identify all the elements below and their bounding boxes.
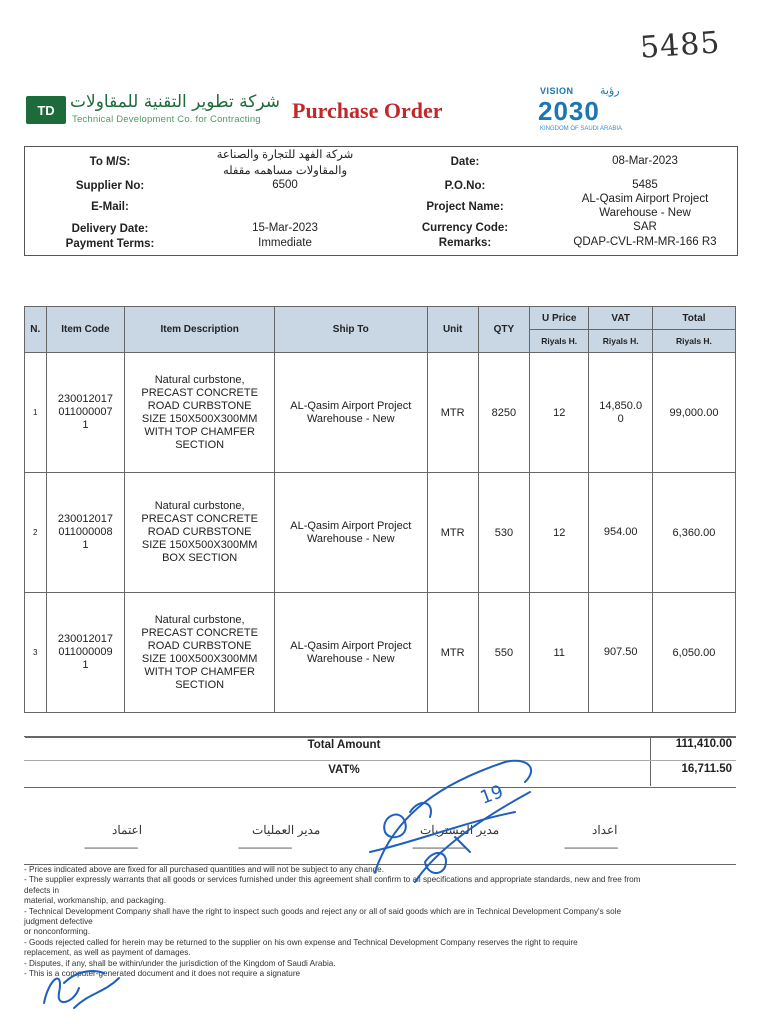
cell-total-line: 99,000.00: [669, 406, 719, 419]
remarks-value: QDAP-CVL-RM-MR-166 R3: [573, 236, 717, 248]
cell-item-description-line: BOX SECTION: [162, 552, 238, 564]
col-header-unit: Unit: [427, 307, 478, 353]
cell-qty: [478, 473, 529, 593]
supplier-no-value: 6500: [272, 179, 298, 191]
cell-u-price-line: 11: [553, 646, 565, 659]
cell-item-description-line: SIZE 150X500X300MM: [141, 412, 258, 425]
cell-item-description-line: PRECAST CONCRETE: [141, 626, 258, 639]
supplier-no-label: Supplier No:: [75, 180, 145, 192]
cell-item-code: [46, 473, 125, 593]
cell-total-line: 6,050.00: [672, 646, 716, 659]
delivery-date-value: 15-Mar-2023: [252, 222, 318, 234]
table-row: [25, 473, 736, 593]
cell-item-description-line: SECTION: [175, 438, 225, 451]
cell-unit: [427, 473, 478, 593]
sig-approval-line: --------------------: [84, 842, 138, 854]
cell-item-code-line: 1: [82, 539, 89, 551]
company-name-arabic: شركة تطوير التقنية للمقاولات: [70, 92, 280, 112]
cell-vat-line: 907.50: [603, 646, 638, 658]
cell-item-description-line: ROAD CURBSTONE: [147, 399, 252, 412]
cell-item-description-line: SIZE 150X500X300MM: [141, 539, 258, 551]
cell-ship-to: [274, 473, 427, 593]
terms-line: judgment defective: [24, 917, 93, 927]
cell-item-description-line: WITH TOP CHAMFER: [144, 425, 255, 438]
cell-item-description: [125, 473, 275, 593]
po-no-label: P.O.No:: [444, 180, 486, 192]
sig-operations-manager-label: مدير العمليات: [252, 823, 321, 837]
cell-vat: [589, 473, 653, 593]
cell-item-description-line: Natural curbstone,: [154, 500, 245, 512]
vat-value: 16,711.50: [681, 763, 732, 775]
po-no-value: 5485: [632, 179, 658, 191]
cell-unit-line: MTR: [440, 646, 465, 659]
cell-vat-line: 0: [617, 412, 624, 425]
cell-ship-to-line: AL-Qasim Airport Project: [290, 399, 412, 412]
cell-item-description: [125, 593, 275, 713]
cell-u-price: [530, 473, 589, 593]
cell-vat: [589, 353, 653, 473]
cell-item-description: [125, 353, 275, 473]
items-table: [24, 306, 736, 738]
terms-line: replacement, as well as payment of damages.: [24, 948, 191, 958]
cell-unit: [427, 353, 478, 473]
total-amount-label: Total Amount: [307, 739, 381, 751]
terms-line: - The supplier expressly warrants that all goods or services furnished under this agreement shall confirm to all specifications and appropriate standards, new and free from: [24, 875, 641, 885]
cell-unit: [427, 593, 478, 713]
terms-line: defects in: [24, 885, 60, 895]
cell-item-description-line: ROAD CURBSTONE: [147, 526, 252, 538]
cell-total-line: 6,360.00: [672, 526, 716, 539]
remarks-label: Remarks:: [438, 237, 492, 249]
cell-ship-to: [274, 353, 427, 473]
sig-prepared-label: اعداد: [592, 823, 618, 837]
cell-item-code-line: 011000008: [58, 526, 113, 538]
stamp-date-text: 19: [477, 781, 507, 809]
terms-line: - Technical Development Company shall have the right to inspect such goods and reject any or all of said goods which are in Technical Development Company's sole: [24, 906, 622, 916]
cell-ship-to: [274, 593, 427, 713]
currency-code-label: Currency Code:: [421, 222, 509, 234]
sig-procurement-manager-label: مدير المشتريات: [420, 823, 500, 837]
cell-ship-to-line: AL-Qasim Airport Project: [290, 519, 412, 532]
terms-line: or nonconforming.: [24, 927, 90, 937]
to-ms-value-line2: والمقاولات مساهمه مقفله: [222, 165, 348, 177]
vision-label: VISION: [540, 86, 574, 96]
project-name-label: Project Name:: [426, 201, 504, 213]
vision-label-arabic: رؤية: [600, 85, 620, 97]
cell-qty-line: 550: [494, 646, 514, 659]
cell-item-code-line: 230012017: [57, 633, 113, 645]
cell-u-price: [530, 593, 589, 713]
company-name-english: Technical Development Co. for Contracting: [72, 114, 261, 125]
sub-header-total-unit: Riyals H.: [652, 330, 735, 353]
date-label: Date:: [450, 156, 480, 168]
cell-vat: [589, 593, 653, 713]
sig-approval-label: اعتماد: [112, 823, 143, 837]
col-header-total: Total: [652, 307, 735, 330]
handwritten-po-number: 5485: [638, 25, 722, 66]
terms-line: - Goods rejected called for herein may be returned to the supplier on his own expense and Technical Development Company reserves the right to require: [24, 937, 578, 947]
handwritten-initials: [34, 948, 134, 1018]
terms-line: - Disputes, if any, shall be within/under the jurisdiction of the Kingdom of Saudi Arabia.: [24, 958, 336, 968]
col-header-vat: VAT: [589, 307, 653, 330]
cell-ship-to-line: AL-Qasim Airport Project: [290, 639, 412, 652]
terms-line: material, workmanship, and packaging.: [24, 896, 166, 906]
cell-item-code-line: 011000009: [58, 646, 113, 658]
total-amount-value: 111,410.00: [675, 738, 732, 750]
table-row: [25, 593, 736, 713]
sub-header-price-unit: Riyals H.: [530, 330, 589, 353]
sig-procurement-line: --------------------: [412, 842, 466, 854]
cell-item-description-line: Natural curbstone,: [154, 373, 245, 386]
cell-u-price-line: 12: [553, 526, 566, 539]
currency-code-value: SAR: [633, 221, 657, 233]
sig-operations-line: --------------------: [238, 842, 292, 854]
payment-terms-value: Immediate: [258, 237, 312, 249]
cell-vat-line: 14,850.0: [599, 399, 643, 412]
cell-u-price-line: 12: [553, 406, 566, 419]
vision-subtitle: KINGDOM OF SAUDI ARABIA: [540, 126, 623, 132]
project-name-line1: AL-Qasim Airport Project: [581, 193, 709, 205]
handwritten-signature-stamp: [355, 752, 555, 892]
cell-item-code-line: 011000007: [58, 406, 113, 418]
table-spacer: [25, 713, 736, 738]
cell-unit-line: MTR: [440, 526, 465, 539]
cell-item-code-line: 230012017: [57, 393, 113, 405]
terms-line: - Prices indicated above are fixed for all purchased quantities and will not be subject to any change.: [24, 865, 385, 874]
cell-item-description-line: PRECAST CONCRETE: [141, 513, 258, 525]
cell-item-description-line: WITH TOP CHAMFER: [144, 665, 255, 678]
project-name-line2: Warehouse - New: [599, 207, 691, 219]
to-ms-label: To M/S:: [89, 156, 131, 168]
cell-n-line: 1: [33, 408, 38, 417]
cell-total: [652, 473, 735, 593]
cell-item-description-line: SIZE 100X500X300MM: [141, 652, 258, 665]
col-header-u-price: U Price: [530, 307, 589, 330]
cell-n: [25, 473, 47, 593]
cell-item-code-line: 1: [82, 659, 89, 671]
table-row: [25, 353, 736, 473]
col-header-qty: QTY: [478, 307, 529, 353]
cell-n-line: 2: [33, 528, 38, 537]
delivery-date-label: Delivery Date:: [71, 223, 149, 235]
vision-year: 2030: [538, 96, 600, 126]
payment-terms-label: Payment Terms:: [65, 238, 155, 250]
cell-item-description-line: ROAD CURBSTONE: [147, 639, 252, 652]
cell-total: [652, 353, 735, 473]
cell-item-description-line: SECTION: [175, 678, 225, 691]
terms-line: - This is a computer-generated document and it does not require a signature: [24, 969, 301, 979]
email-label: E-Mail:: [91, 201, 129, 213]
cell-vat-line: 954.00: [603, 526, 638, 538]
document-title: Purchase Order: [292, 98, 443, 123]
cell-u-price: [530, 353, 589, 473]
col-header-item-code: Item Code: [46, 307, 125, 353]
cell-ship-to-line: Warehouse - New: [306, 532, 395, 545]
cell-qty-line: 530: [494, 526, 514, 539]
cell-item-code-line: 1: [82, 419, 89, 431]
cell-ship-to-line: Warehouse - New: [306, 412, 395, 425]
cell-qty-line: 8250: [491, 406, 517, 419]
cell-item-code: [46, 353, 125, 473]
sig-prepared-line: --------------------: [564, 842, 618, 854]
cell-item-description-line: PRECAST CONCRETE: [141, 386, 258, 399]
to-ms-value-line1: شركة الفهد للتجارة والصناعة: [216, 149, 354, 161]
sub-header-vat-unit: Riyals H.: [589, 330, 653, 353]
cell-n: [25, 593, 47, 713]
company-logo: TD: [26, 96, 66, 124]
date-value: 08-Mar-2023: [612, 155, 678, 167]
cell-qty: [478, 353, 529, 473]
cell-ship-to-line: Warehouse - New: [306, 652, 395, 665]
cell-item-description-line: Natural curbstone,: [154, 613, 245, 626]
cell-n-line: 3: [33, 648, 38, 657]
cell-qty: [478, 593, 529, 713]
cell-unit-line: MTR: [440, 406, 465, 419]
cell-item-code-line: 230012017: [57, 513, 113, 525]
col-header-ship-to: Ship To: [274, 307, 427, 353]
col-header-item-description: Item Description: [125, 307, 275, 353]
vat-label: VAT%: [328, 764, 360, 776]
col-header-n: N.: [25, 307, 47, 353]
cell-n: [25, 353, 47, 473]
cell-item-code: [46, 593, 125, 713]
cell-total: [652, 593, 735, 713]
vision-2030-logo: [538, 84, 648, 134]
